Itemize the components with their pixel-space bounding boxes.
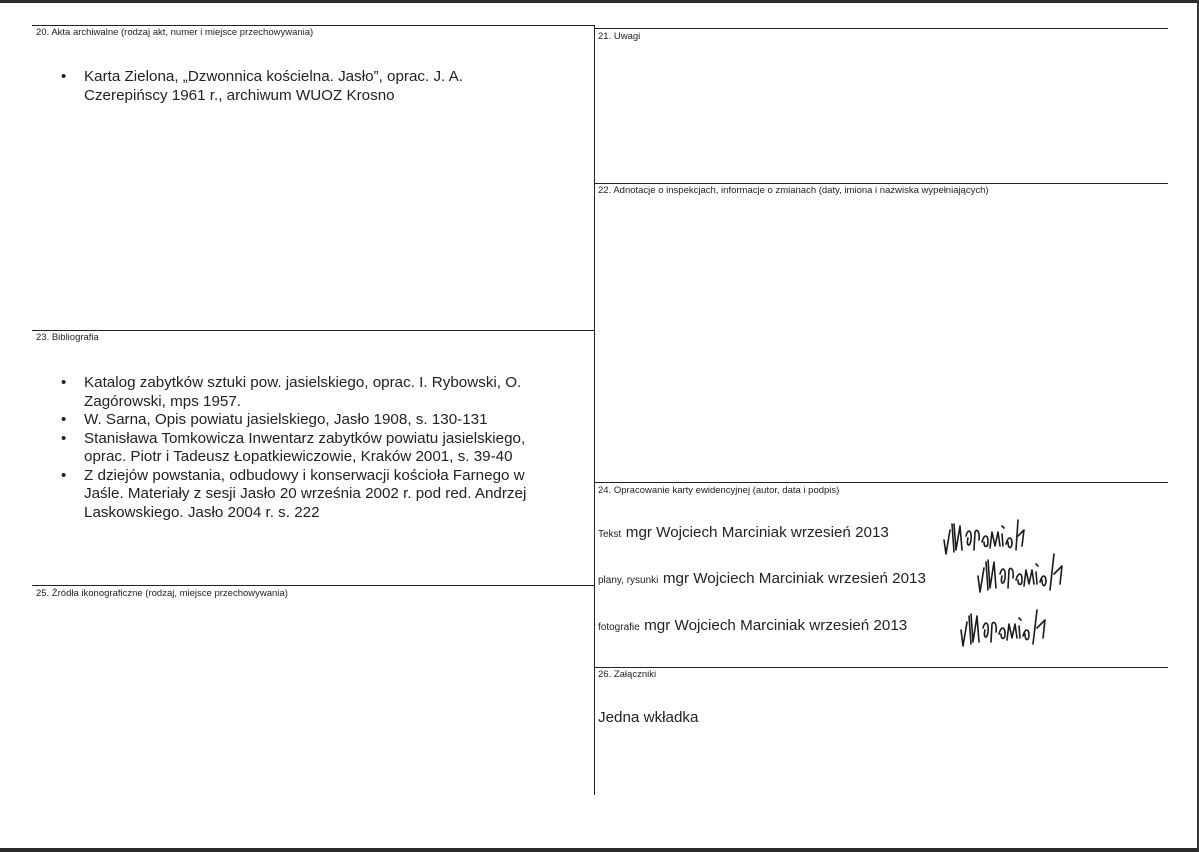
bullet-icon: •	[61, 429, 67, 447]
page-bottom-edge	[0, 848, 1199, 852]
list-item	[58, 411, 526, 430]
field-24-label: 24. Opracowanie karty ewidencyjnej (autor, data i podpis)	[598, 485, 840, 496]
bullet-icon: •	[61, 411, 67, 428]
list-item-line: Zagórowski, mps 1957.	[84, 392, 242, 410]
page-top-edge	[0, 0, 1199, 3]
list-item-line: Z dziejów powstania, odbudowy i konserwacji kościoła Farnego w	[84, 466, 525, 484]
list-item-line: oprac. Piotr i Tadeusz Łopatkiewiczowie, Kraków 2001, s. 39-40	[84, 448, 513, 465]
list-item	[58, 374, 526, 411]
author-row-plans	[598, 570, 926, 588]
column-divider	[594, 25, 595, 795]
list-item-line: Czerepińscy 1961 r., archiwum WUOZ Krosno	[84, 86, 395, 104]
row-value: mgr Wojciech Marciniak wrzesień 2013	[644, 617, 908, 634]
divider-26-top	[594, 667, 1168, 668]
signature-2-icon	[972, 548, 1082, 598]
list-item-line: Laskowskiego. Jasło 2004 r. s. 222	[84, 503, 320, 521]
signature-3-icon	[955, 600, 1065, 652]
list-item-line: Jaśle. Materiały z sesji Jasło 20 września 2002 r. pod red. Andrzej	[84, 485, 527, 502]
bullet-icon: •	[61, 466, 67, 484]
field-23-label: 23. Bibliografia	[36, 332, 99, 343]
divider-22-top	[594, 183, 1168, 184]
row-prefix: fotografie	[598, 622, 640, 633]
field-26-label: 26. Załączniki	[598, 669, 657, 680]
divider-20-top	[32, 25, 594, 26]
field-20-label: 20. Akta archiwalne (rodzaj akt, numer i miejsce przechowywania)	[36, 27, 314, 38]
attachments-value: Jedna wkładka	[598, 709, 699, 726]
divider-24-top	[594, 482, 1168, 483]
divider-25-top	[32, 585, 594, 586]
list-item-line: W. Sarna, Opis powiatu jasielskiego, Jasło 1908, s. 130-131	[84, 411, 488, 428]
list-item-line: Karta Zielona, „Dzwonnica kościelna. Jasło”, oprac. J. A.	[84, 68, 464, 85]
author-row-text	[598, 524, 889, 542]
divider-21-top	[594, 28, 1168, 29]
field-25-label: 25. Źródła ikonograficzne (rodzaj, miejsce przechowywania)	[36, 588, 288, 599]
row-value: mgr Wojciech Marciniak wrzesień 2013	[625, 524, 889, 541]
bullet-icon: •	[61, 374, 67, 391]
row-prefix: plany, rysunki	[598, 575, 659, 586]
list-item	[58, 68, 463, 105]
field-22-label: 22. Adnotacje o inspekcjach, informacje o zmianach (daty, imiona i nazwiska wypełniających)	[598, 185, 989, 196]
row-prefix: Tekst	[598, 529, 622, 540]
list-item-line: Stanisława Tomkowicza Inwentarz zabytków powiatu jasielskiego,	[84, 429, 526, 447]
list-item	[58, 467, 526, 523]
bibliography-list	[58, 374, 526, 522]
list-item	[58, 430, 526, 467]
field-21-label: 21. Uwagi	[598, 31, 641, 42]
divider-23-top	[32, 330, 594, 331]
list-item-line: Katalog zabytków sztuki pow. jasielskiego, oprac. I. Rybowski, O.	[84, 374, 522, 391]
row-value: mgr Wojciech Marciniak wrzesień 2013	[662, 570, 926, 587]
bullet-icon: •	[61, 68, 67, 85]
archival-records-list	[58, 68, 463, 105]
author-row-photos	[598, 617, 907, 635]
